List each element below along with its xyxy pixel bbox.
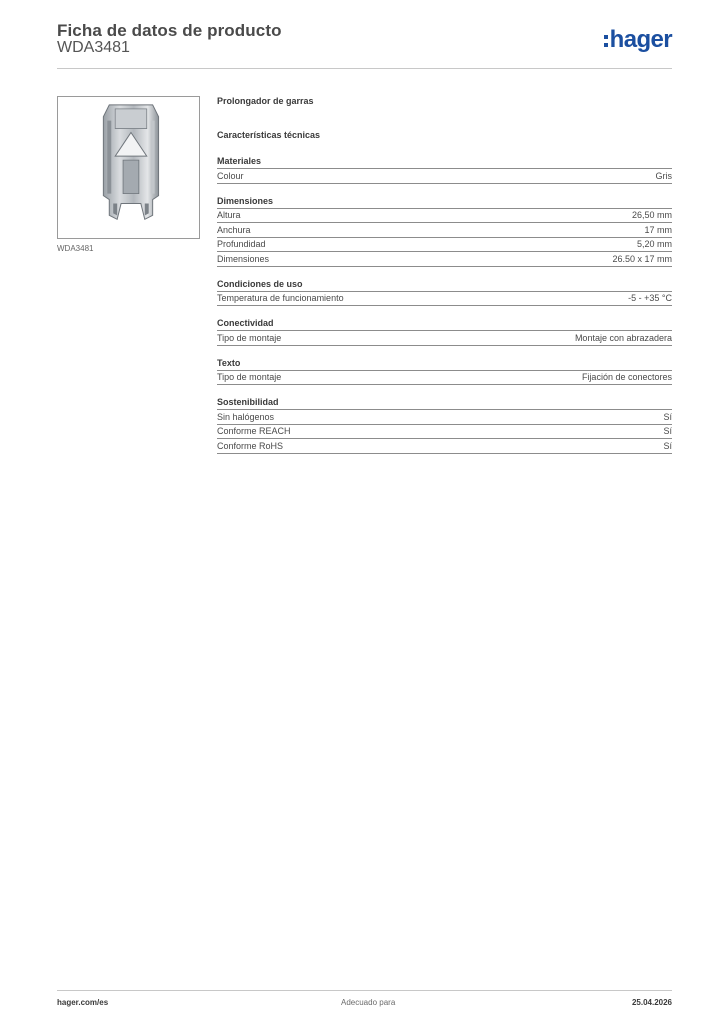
spec-value: Sí [663, 426, 672, 437]
spec-row [217, 252, 672, 267]
logo-text: hager [609, 26, 672, 53]
section-title: Materiales [217, 156, 672, 169]
spec-value: Sí [663, 440, 672, 451]
spec-row [217, 238, 672, 253]
spec-label: Dimensiones [217, 253, 270, 264]
section-condiciones-de-uso [217, 279, 672, 307]
spec-row [217, 209, 672, 224]
spec-value: Gris [655, 170, 672, 181]
footer-suitable-for: Adecuado para [341, 998, 396, 1007]
footer-date: 25.04.2026 [631, 998, 672, 1007]
spec-label: Profundidad [217, 239, 266, 250]
spec-row [217, 331, 672, 346]
spec-row [217, 292, 672, 307]
product-image [57, 96, 200, 239]
image-caption: WDA3481 [57, 244, 94, 253]
product-name: Prolongador de garras [217, 96, 314, 106]
spec-label: Tipo de montaje [217, 332, 282, 343]
spec-label: Tipo de montaje [217, 372, 282, 383]
metal-claw-extender-image [58, 97, 199, 238]
spec-row [217, 439, 672, 454]
section-title: Dimensiones [217, 196, 672, 209]
spec-value: 5,20 mm [636, 239, 672, 250]
header-divider [57, 68, 672, 69]
section-dimensiones [217, 196, 672, 267]
spec-value: 26,50 mm [631, 210, 672, 221]
spec-value: Fijación de conectores [581, 372, 672, 383]
section-title: Sostenibilidad [217, 397, 672, 410]
spec-row [217, 169, 672, 184]
logo-dots-icon [604, 35, 608, 47]
spec-label: Temperatura de funcionamiento [217, 293, 344, 304]
spec-row [217, 410, 672, 425]
spec-value: Sí [663, 411, 672, 422]
section-title: Conectividad [217, 318, 672, 331]
section-texto [217, 358, 672, 386]
spec-value: Montaje con abrazadera [574, 332, 672, 343]
section-title: Texto [217, 358, 672, 371]
spec-label: Sin halógenos [217, 411, 275, 422]
footer-divider [57, 990, 672, 991]
spec-label: Conforme REACH [217, 426, 291, 437]
section-materiales [217, 156, 672, 184]
page-title: Ficha de datos de producto [57, 21, 282, 40]
spec-label: Conforme RoHS [217, 440, 284, 451]
spec-row [217, 425, 672, 440]
spec-label: Altura [217, 210, 241, 221]
spec-value: 17 mm [644, 224, 672, 235]
product-reference: WDA3481 [57, 39, 130, 56]
section-title: Condiciones de uso [217, 279, 672, 292]
spec-value: 26.50 x 17 mm [612, 253, 672, 264]
product-details [217, 96, 672, 454]
section-sostenibilidad [217, 397, 672, 454]
spec-label: Colour [217, 170, 244, 181]
section-conectividad [217, 318, 672, 346]
tech-specs-title: Características técnicas [217, 130, 321, 140]
spec-row [217, 371, 672, 386]
spec-label: Anchura [217, 224, 251, 235]
hager-logo [604, 28, 672, 52]
spec-value: -5 - +35 °C [628, 293, 672, 304]
footer-website-link[interactable]: hager.com/es [57, 998, 109, 1007]
spec-row [217, 223, 672, 238]
